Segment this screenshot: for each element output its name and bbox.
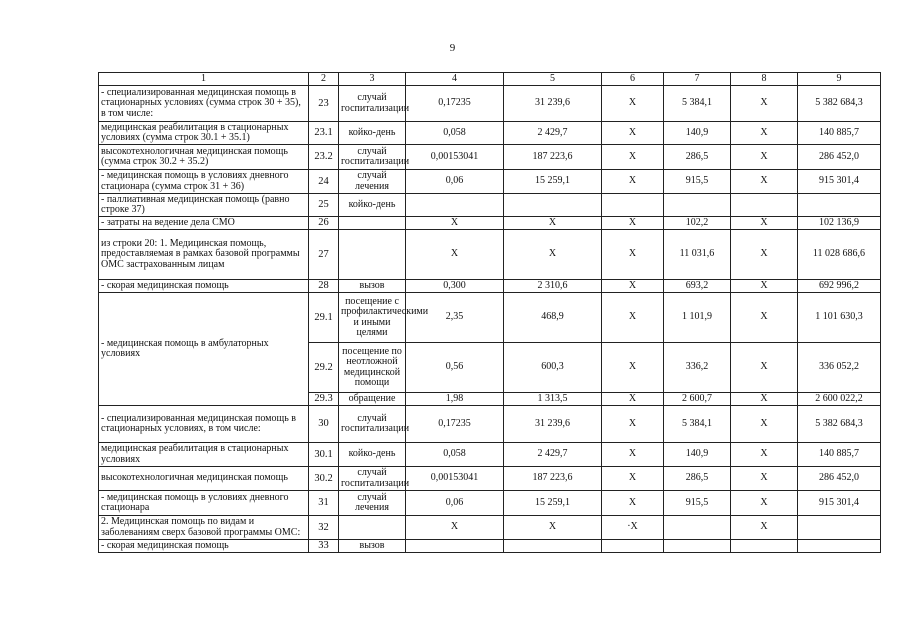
row-description: медицинская реабилитация в стационарных условиях (сумма строк 30.1 + 35.1) bbox=[99, 122, 309, 145]
cost-per-unit bbox=[504, 194, 602, 217]
cost-per-unit: 2 310,6 bbox=[504, 280, 602, 293]
row-code: 32 bbox=[309, 516, 339, 540]
unit: посещение с профилактическими и иными целями bbox=[339, 293, 406, 343]
cost-per-unit: X bbox=[504, 516, 602, 540]
total-cost: 1 101 630,3 bbox=[798, 293, 881, 343]
norm-volume: 0,17235 bbox=[406, 406, 504, 443]
cell-5: X bbox=[602, 343, 664, 393]
total-cost bbox=[798, 194, 881, 217]
cost-per-unit: 31 239,6 bbox=[504, 406, 602, 443]
row-code: 30.2 bbox=[309, 467, 339, 491]
unit: случай лечения bbox=[339, 170, 406, 194]
per-capita-standard: 2 600,7 bbox=[664, 393, 731, 406]
cost-per-unit: X bbox=[504, 217, 602, 230]
cell-5: X bbox=[602, 393, 664, 406]
cell-7: X bbox=[731, 86, 798, 122]
total-cost: 915 301,4 bbox=[798, 170, 881, 194]
cost-per-unit: 15 259,1 bbox=[504, 170, 602, 194]
cell-7: X bbox=[731, 491, 798, 516]
per-capita-standard: 102,2 bbox=[664, 217, 731, 230]
norm-volume: 2,35 bbox=[406, 293, 504, 343]
unit: койко-день bbox=[339, 194, 406, 217]
per-capita-standard: 5 384,1 bbox=[664, 86, 731, 122]
cell-5: X bbox=[602, 86, 664, 122]
norm-volume: 0,17235 bbox=[406, 86, 504, 122]
per-capita-standard: 140,9 bbox=[664, 122, 731, 145]
cell-7 bbox=[731, 540, 798, 553]
table-row bbox=[99, 540, 881, 553]
per-capita-standard: 693,2 bbox=[664, 280, 731, 293]
cell-7: X bbox=[731, 467, 798, 491]
per-capita-standard: 140,9 bbox=[664, 443, 731, 467]
row-code: 30.1 bbox=[309, 443, 339, 467]
per-capita-standard: 915,5 bbox=[664, 170, 731, 194]
total-cost: 915 301,4 bbox=[798, 491, 881, 516]
total-cost: 336 052,2 bbox=[798, 343, 881, 393]
row-code: 29.1 bbox=[309, 293, 339, 343]
cell-5: X bbox=[602, 491, 664, 516]
cell-5: X bbox=[602, 467, 664, 491]
cost-per-unit: 187 223,6 bbox=[504, 467, 602, 491]
total-cost: 102 136,9 bbox=[798, 217, 881, 230]
row-code: 29.2 bbox=[309, 343, 339, 393]
per-capita-standard: 286,5 bbox=[664, 467, 731, 491]
cell-5: X bbox=[602, 145, 664, 170]
cost-per-unit: 468,9 bbox=[504, 293, 602, 343]
column-header: 9 bbox=[798, 73, 881, 86]
table-row bbox=[99, 516, 881, 540]
table-row bbox=[99, 443, 881, 467]
row-code: 29.3 bbox=[309, 393, 339, 406]
total-cost: 140 885,7 bbox=[798, 443, 881, 467]
cell-7: X bbox=[731, 343, 798, 393]
column-header: 7 bbox=[664, 73, 731, 86]
cell-5: X bbox=[602, 230, 664, 280]
norm-volume: 0,058 bbox=[406, 443, 504, 467]
cost-per-unit: 31 239,6 bbox=[504, 86, 602, 122]
cell-7: X bbox=[731, 145, 798, 170]
cost-per-unit: 15 259,1 bbox=[504, 491, 602, 516]
cell-7: X bbox=[731, 122, 798, 145]
cost-per-unit: 2 429,7 bbox=[504, 122, 602, 145]
norm-volume: 0,06 bbox=[406, 491, 504, 516]
cost-per-unit: 600,3 bbox=[504, 343, 602, 393]
unit bbox=[339, 516, 406, 540]
row-description: - медицинская помощь в условиях дневного стационара (сумма строк 31 + 36) bbox=[99, 170, 309, 194]
norm-volume bbox=[406, 540, 504, 553]
total-cost: 692 996,2 bbox=[798, 280, 881, 293]
row-description: - скорая медицинская помощь bbox=[99, 540, 309, 553]
table-row bbox=[99, 467, 881, 491]
cell-7: X bbox=[731, 230, 798, 280]
row-code: 23.2 bbox=[309, 145, 339, 170]
cell-7: X bbox=[731, 443, 798, 467]
row-code: 23 bbox=[309, 86, 339, 122]
norm-volume: 1,98 bbox=[406, 393, 504, 406]
norm-volume: 0,00153041 bbox=[406, 467, 504, 491]
row-description: медицинская реабилитация в стационарных условиях bbox=[99, 443, 309, 467]
row-code: 31 bbox=[309, 491, 339, 516]
row-code: 27 bbox=[309, 230, 339, 280]
row-description: - медицинская помощь в амбулаторных условиях bbox=[99, 293, 309, 406]
column-header: 3 bbox=[339, 73, 406, 86]
unit: вызов bbox=[339, 540, 406, 553]
norm-volume bbox=[406, 194, 504, 217]
row-code: 28 bbox=[309, 280, 339, 293]
row-code: 25 bbox=[309, 194, 339, 217]
cell-5: ·X bbox=[602, 516, 664, 540]
total-cost: 5 382 684,3 bbox=[798, 86, 881, 122]
cell-7: X bbox=[731, 217, 798, 230]
table-row bbox=[99, 217, 881, 230]
column-header: 5 bbox=[504, 73, 602, 86]
row-code: 33 bbox=[309, 540, 339, 553]
row-code: 24 bbox=[309, 170, 339, 194]
per-capita-standard: 336,2 bbox=[664, 343, 731, 393]
unit: случай госпитализации bbox=[339, 467, 406, 491]
unit bbox=[339, 230, 406, 280]
header-row bbox=[99, 73, 881, 86]
column-header: 1 bbox=[99, 73, 309, 86]
unit: вызов bbox=[339, 280, 406, 293]
norm-volume: 0,06 bbox=[406, 170, 504, 194]
unit bbox=[339, 217, 406, 230]
cell-5: X bbox=[602, 406, 664, 443]
cell-5: X bbox=[602, 170, 664, 194]
cost-per-unit: 2 429,7 bbox=[504, 443, 602, 467]
table-row bbox=[99, 194, 881, 217]
table-row bbox=[99, 230, 881, 280]
total-cost: 11 028 686,6 bbox=[798, 230, 881, 280]
column-header: 6 bbox=[602, 73, 664, 86]
row-description: высокотехнологичная медицинская помощь (сумма строк 30.2 + 35.2) bbox=[99, 145, 309, 170]
row-description: - медицинская помощь в условиях дневного стационара bbox=[99, 491, 309, 516]
cell-7: X bbox=[731, 393, 798, 406]
row-description: - затраты на ведение дела СМО bbox=[99, 217, 309, 230]
unit: случай госпитализации bbox=[339, 406, 406, 443]
cost-per-unit: X bbox=[504, 230, 602, 280]
row-description: - паллиативная медицинская помощь (равно строке 37) bbox=[99, 194, 309, 217]
cell-7: X bbox=[731, 280, 798, 293]
page-number: 9 bbox=[449, 42, 456, 54]
row-code: 30 bbox=[309, 406, 339, 443]
per-capita-standard: 1 101,9 bbox=[664, 293, 731, 343]
table-row bbox=[99, 122, 881, 145]
statistics-table bbox=[98, 72, 881, 553]
unit: случай госпитализации bbox=[339, 145, 406, 170]
row-description: 2. Медицинская помощь по видам и заболеваниям сверх базовой программы ОМС: bbox=[99, 516, 309, 540]
norm-volume: 0,56 bbox=[406, 343, 504, 393]
table-row bbox=[99, 86, 881, 122]
cell-5: X bbox=[602, 122, 664, 145]
cell-5: X bbox=[602, 280, 664, 293]
cell-7 bbox=[731, 194, 798, 217]
per-capita-standard bbox=[664, 540, 731, 553]
table-row bbox=[99, 491, 881, 516]
norm-volume: 0,058 bbox=[406, 122, 504, 145]
column-header: 8 bbox=[731, 73, 798, 86]
total-cost: 2 600 022,2 bbox=[798, 393, 881, 406]
total-cost bbox=[798, 540, 881, 553]
cell-5 bbox=[602, 540, 664, 553]
cost-per-unit: 1 313,5 bbox=[504, 393, 602, 406]
total-cost: 140 885,7 bbox=[798, 122, 881, 145]
unit: случай госпитализации bbox=[339, 86, 406, 122]
unit: обращение bbox=[339, 393, 406, 406]
table-row bbox=[99, 406, 881, 443]
unit: койко-день bbox=[339, 443, 406, 467]
norm-volume: 0,00153041 bbox=[406, 145, 504, 170]
cell-5: X bbox=[602, 217, 664, 230]
cost-per-unit bbox=[504, 540, 602, 553]
total-cost: 5 382 684,3 bbox=[798, 406, 881, 443]
row-description: - специализированная медицинская помощь в стационарных условиях, в том числе: bbox=[99, 406, 309, 443]
row-description: высокотехнологичная медицинская помощь bbox=[99, 467, 309, 491]
total-cost: 286 452,0 bbox=[798, 467, 881, 491]
row-description: из строки 20: 1. Медицинская помощь, предоставляемая в рамках базовой программы ОМС застрахованным лицам bbox=[99, 230, 309, 280]
total-cost bbox=[798, 516, 881, 540]
cell-7: X bbox=[731, 170, 798, 194]
per-capita-standard bbox=[664, 194, 731, 217]
norm-volume: X bbox=[406, 516, 504, 540]
unit: случай лечения bbox=[339, 491, 406, 516]
per-capita-standard: 915,5 bbox=[664, 491, 731, 516]
total-cost: 286 452,0 bbox=[798, 145, 881, 170]
norm-volume: 0,300 bbox=[406, 280, 504, 293]
row-description: - специализированная медицинская помощь в стационарных условиях (сумма строк 30 + 35), в том числе: bbox=[99, 86, 309, 122]
cell-5: X bbox=[602, 443, 664, 467]
column-header: 2 bbox=[309, 73, 339, 86]
cell-5 bbox=[602, 194, 664, 217]
cell-5: X bbox=[602, 293, 664, 343]
norm-volume: X bbox=[406, 230, 504, 280]
cell-7: X bbox=[731, 516, 798, 540]
per-capita-standard: 5 384,1 bbox=[664, 406, 731, 443]
per-capita-standard: 11 031,6 bbox=[664, 230, 731, 280]
table-row bbox=[99, 145, 881, 170]
cost-per-unit: 187 223,6 bbox=[504, 145, 602, 170]
unit: посещение по неотложной медицинской помощи bbox=[339, 343, 406, 393]
table-body bbox=[99, 73, 881, 553]
cell-7: X bbox=[731, 293, 798, 343]
unit: койко-день bbox=[339, 122, 406, 145]
table-row bbox=[99, 170, 881, 194]
row-description: - скорая медицинская помощь bbox=[99, 280, 309, 293]
table-row bbox=[99, 293, 881, 343]
column-header: 4 bbox=[406, 73, 504, 86]
row-code: 26 bbox=[309, 217, 339, 230]
per-capita-standard: 286,5 bbox=[664, 145, 731, 170]
row-code: 23.1 bbox=[309, 122, 339, 145]
cell-7: X bbox=[731, 406, 798, 443]
table-row bbox=[99, 280, 881, 293]
per-capita-standard bbox=[664, 516, 731, 540]
norm-volume: X bbox=[406, 217, 504, 230]
